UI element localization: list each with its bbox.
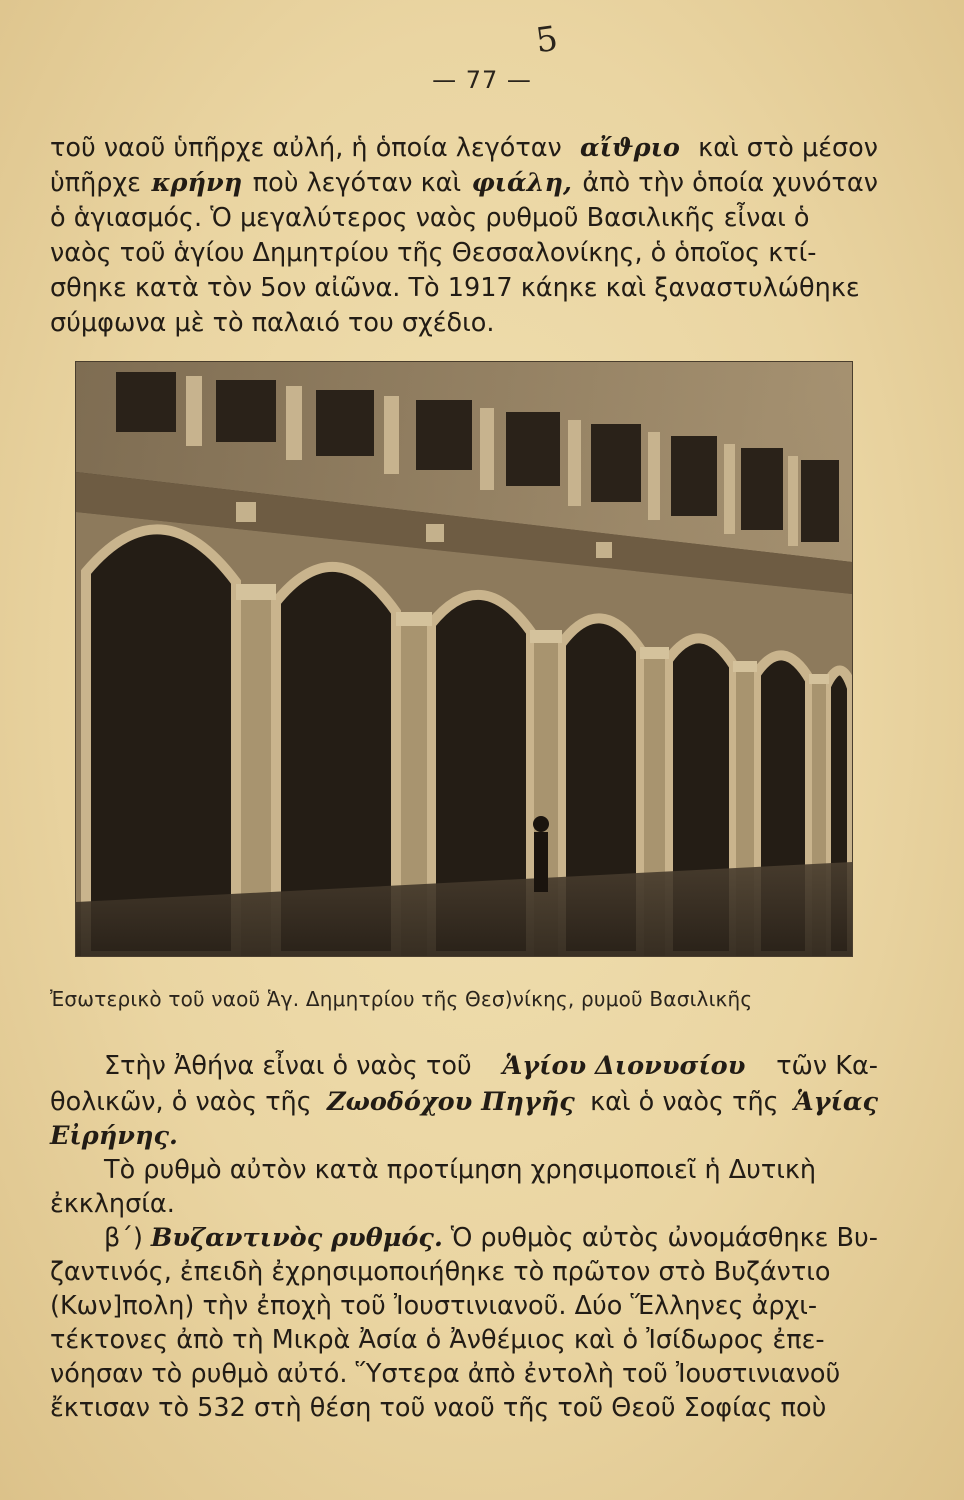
text-line bbox=[50, 1118, 878, 1154]
photo-caption: Ἐσωτερικὸ τοῦ ναοῦ Ἁγ. Δημητρίου τῆς Θεσ)νίκης, ρυμοῦ Βασιλικῆς bbox=[50, 987, 753, 1011]
emphasis-term: κρήνη bbox=[151, 168, 243, 198]
emphasis-term: φιάλη, bbox=[471, 168, 572, 198]
text-line: τέκτονες ἀπὸ τὴ Μικρὰ Ἀσία ὁ Ἀνθέμιος καὶ ὁ Ἰσίδωρος ἐπε- bbox=[50, 1325, 825, 1355]
text-line: ναὸς τοῦ ἁγίου Δημητρίου τῆς Θεσσαλονίκης, ὁ ὁποῖος κτί- bbox=[50, 238, 817, 268]
page-number: — 77 — bbox=[432, 66, 532, 94]
text-line: θολικῶν, ὁ ναὸς τῆς Ζωοδόχου Πηγῆς καὶ ὁ ναὸς τῆς Ἁγίας bbox=[50, 1084, 878, 1120]
text-line: ἐκκλησία. bbox=[50, 1189, 175, 1219]
emphasis-term: Ζωοδόχου Πηγῆς bbox=[326, 1087, 575, 1117]
section-heading: Βυζαντινὸς ρυθμός. bbox=[150, 1223, 443, 1253]
text-line: σύμφωνα μὲ τὸ παλαιό του σχέδιο. bbox=[50, 308, 495, 338]
emphasis-term: αἴϑριο bbox=[580, 133, 680, 163]
text-line: Στὴν Ἀθήνα εἶναι ὁ ναὸς τοῦ Ἁγίου Διονυσίου τῶν Κα- bbox=[104, 1048, 878, 1084]
text-line: ἔκτισαν τὸ 532 στὴ θέση τοῦ ναοῦ τῆς τοῦ Θεοῦ Σοφίας ποὺ bbox=[50, 1393, 827, 1423]
basilica-colonnade-illustration bbox=[76, 362, 852, 956]
text-line: β΄) Βυζαντινὸς ρυθμός. Ὁ ρυθμὸς αὐτὸς ὠνομάσθηκε Βυ- bbox=[104, 1220, 878, 1256]
text-line: ὑπῆρχε κρήνη ποὺ λεγόταν καὶ φιάλη, ἀπὸ τὴν ὁποία χυνόταν bbox=[50, 165, 878, 201]
text-line: Τὸ ρυθμὸ αὐτὸν κατὰ προτίμηση χρησιμοποιεῖ ἡ Δυτικὴ bbox=[104, 1155, 817, 1185]
handwritten-page-mark: 5 bbox=[533, 18, 561, 62]
text-line: νόησαν τὸ ρυθμὸ αὐτό. Ὕστερα ἀπὸ ἐντολὴ τοῦ Ἰουστινιανοῦ bbox=[50, 1359, 841, 1389]
text-line: ζαντινός, ἐπειδὴ ἐχρησιμοποιήθηκε τὸ πρῶτον στὸ Βυζάντιο bbox=[50, 1257, 831, 1287]
emphasis-term: Ἁγίου Διονυσίου bbox=[502, 1051, 746, 1081]
text-line: σθηκε κατὰ τὸν 5ον αἰῶνα. Τὸ 1917 κάηκε καὶ ξαναστυλώθηκε bbox=[50, 273, 860, 303]
emphasis-term: Εἰρήνης. bbox=[50, 1121, 178, 1151]
emphasis-term: Ἁγίας bbox=[793, 1087, 878, 1117]
text-line: (Κων]πολη) τὴν ἐποχὴ τοῦ Ἰουστινιανοῦ. Δύο Ἕλληνες ἀρχι- bbox=[50, 1291, 818, 1321]
text-line: τοῦ ναοῦ ὑπῆρχε αὐλή, ἡ ὁποία λεγόταν αἴϑριο καὶ στὸ μέσον bbox=[50, 130, 878, 166]
text-line: ὁ ἁγιασμός. Ὁ μεγαλύτερος ναὸς ρυθμοῦ Βασιλικῆς εἶναι ὁ bbox=[50, 203, 810, 233]
basilica-interior-photo bbox=[76, 362, 852, 956]
